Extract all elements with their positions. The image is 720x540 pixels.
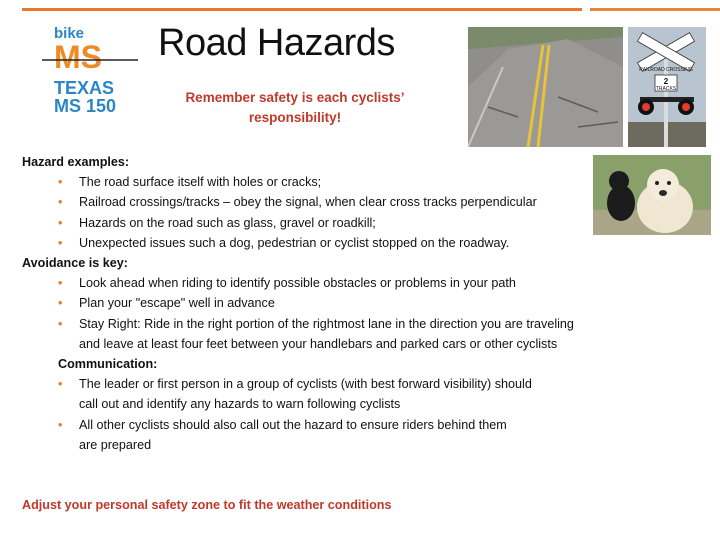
communication-item	[22, 374, 712, 394]
communication-item-text: All other cyclists should also call out the hazard to ensure riders behind them	[79, 417, 507, 432]
bike-ms-logo	[40, 24, 140, 124]
communication-item-continuation: call out and identify any hazards to warn following cyclists	[79, 397, 401, 412]
avoidance-item-continuation: and leave at least four feet between your handlebars and parked cars or other cyclists	[79, 336, 558, 351]
bullet-icon: •	[58, 276, 63, 291]
bullet-icon: •	[58, 235, 63, 250]
bullet-icon: •	[58, 215, 63, 230]
hazard-item	[22, 213, 712, 233]
logo-line-bike: bike	[54, 25, 85, 42]
rail-sign-tracks-number: 2	[663, 77, 669, 86]
bullet-icon: •	[58, 417, 63, 432]
hazard-item	[22, 172, 712, 192]
railroad-crossing-photo	[628, 27, 706, 147]
hazard-item-text: Unexpected issues such a dog, pedestrian or cyclist stopped on the roadway.	[79, 235, 510, 250]
avoidance-item	[22, 273, 712, 293]
content-body	[22, 152, 712, 455]
logo-line-texas: TEXAS	[54, 78, 115, 98]
hazard-item-text: Hazards on the road such as glass, gravel or roadkill;	[79, 215, 376, 230]
rail-sign-crossing-text: RAILROAD CROSSING	[639, 67, 693, 73]
bullet-icon: •	[58, 377, 63, 392]
hazard-heading: Hazard examples:	[22, 155, 130, 169]
avoidance-item-text: Stay Right: Ride in the right portion of the rightmost lane in the direction you are traveling	[79, 316, 574, 331]
top-accent-bar	[22, 8, 582, 11]
hazard-item-text: Railroad crossings/tracks – obey the signal, when clear cross tracks perpendicular	[79, 195, 537, 210]
communication-item	[22, 415, 712, 435]
top-accent-bar-tail	[590, 8, 720, 11]
avoidance-item-text: Plan your "escape" well in advance	[79, 296, 275, 311]
avoidance-item	[22, 293, 712, 313]
logo-line-ms: MS	[54, 39, 102, 75]
avoidance-heading: Avoidance is key:	[22, 256, 128, 271]
communication-item-continuation: are prepared	[79, 437, 152, 452]
avoidance-item-text: Look ahead when riding to identify possible obstacles or problems in your path	[79, 276, 516, 291]
avoidance-item	[22, 314, 712, 334]
road-photo	[468, 27, 623, 147]
communication-item-text: The leader or first person in a group of cyclists (with best forward visibility) should	[79, 377, 532, 392]
hazard-item	[22, 192, 712, 212]
bullet-icon: •	[58, 316, 63, 331]
bullet-icon: •	[58, 296, 63, 311]
page-subtitle: Remember safety is each cyclists’ responsibility!	[185, 90, 405, 125]
hazard-item-text: The road surface itself with holes or cracks;	[79, 175, 322, 190]
rail-sign-tracks-label: TRACKS	[655, 86, 677, 92]
bullet-icon: •	[58, 195, 63, 210]
page-title: Road Hazards	[158, 22, 395, 64]
bullet-icon: •	[58, 175, 63, 190]
footer-note: Adjust your personal safety zone to fit the weather conditions	[22, 498, 392, 512]
logo-line-ms150: MS 150	[54, 96, 117, 116]
communication-heading: Communication:	[58, 357, 158, 372]
hazard-item	[22, 233, 712, 253]
